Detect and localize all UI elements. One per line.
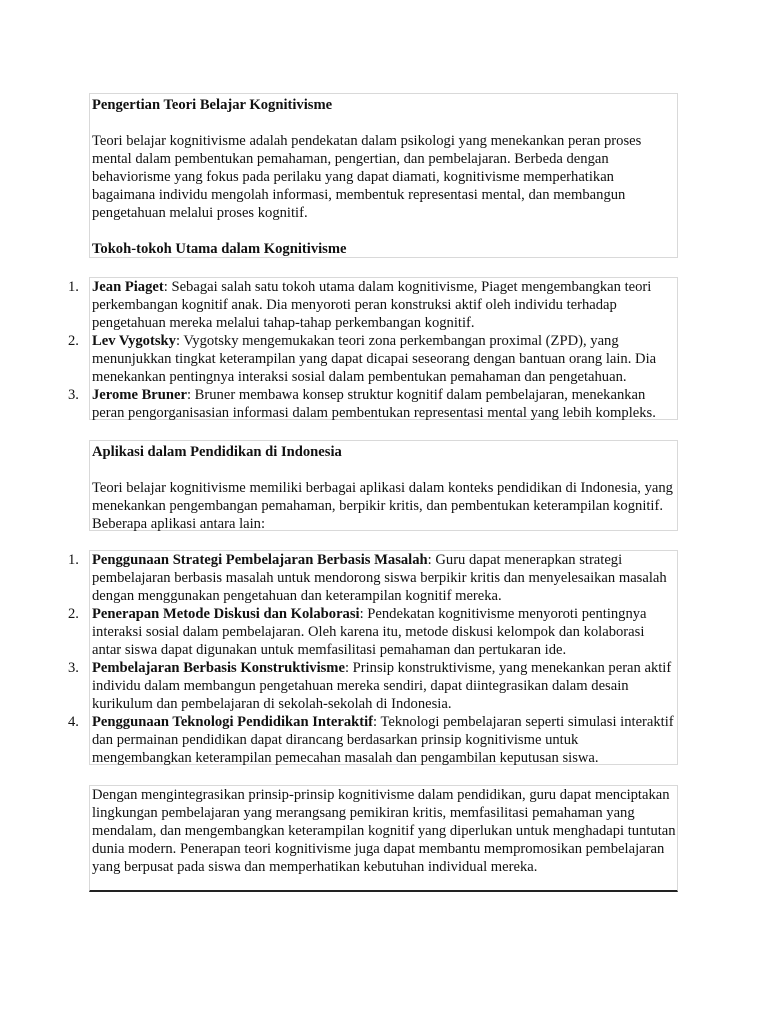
application-description: : Pendekatan kognitivisme menyoroti pentingnya interaksi sosial dalam pembelajaran. Oleh karena itu, metode diskusi kelompok dan kolaborasi antar siswa dapat digunakan untuk memfasilitasi pemahaman dan pertukaran ide. — [92, 606, 647, 658]
application-intro-section — [89, 440, 678, 531]
section-heading-application: Aplikasi dalam Pendidikan di Indonesia — [92, 444, 342, 460]
application-name: Penerapan Metode Diskusi dan Kolaborasi — [92, 606, 360, 622]
section-heading-figures: Tokoh-tokoh Utama dalam Kognitivisme — [92, 241, 347, 257]
list-number: 1. — [68, 552, 79, 568]
list-number: 1. — [68, 279, 79, 295]
applications-list-section — [68, 550, 678, 766]
figure-name: Jerome Bruner — [92, 387, 187, 403]
application-description: : Guru dapat menerapkan strategi pembelajaran berbasis masalah untuk mendorong siswa berpikir kritis dan menyelesaikan masalah dengan menggunakan pengetahuan dan keterampilan kognitif mereka. — [92, 552, 667, 604]
application-description: : Prinsip konstruktivisme, yang menekankan peran aktif individu dalam membangun pengetahuan mereka sendiri, dapat diintegrasikan dalam desain kurikulum dan pembelajaran di sekolah-sekolah di Indonesia. — [92, 660, 672, 712]
list-item — [68, 278, 677, 332]
list-number: 4. — [68, 714, 79, 730]
intro-section — [89, 93, 678, 258]
list-item — [68, 386, 677, 422]
figure-description: : Sebagai salah satu tokoh utama dalam kognitivisme, Piaget mengembangkan teori perkembangan kognitif anak. Dia menyoroti peran konstruksi aktif oleh individu terhadap pengetahuan mereka melalui tahap-tahap perkembangan kognitif. — [92, 279, 652, 331]
list-number: 2. — [68, 333, 79, 349]
list-item — [68, 332, 677, 386]
list-number: 2. — [68, 606, 79, 622]
figure-name: Jean Piaget — [92, 279, 164, 295]
list-item — [68, 605, 677, 659]
application-name: Penggunaan Teknologi Pendidikan Interaktif — [92, 714, 374, 730]
list-number: 3. — [68, 660, 79, 676]
list-item — [68, 713, 677, 767]
figure-description: : Bruner membawa konsep struktur kognitif dalam pembelajaran, menekankan peran pengorganisasian informasi dalam pembentukan representasi mental yang lebih kompleks. — [92, 387, 656, 421]
definition-paragraph: Teori belajar kognitivisme adalah pendekatan dalam psikologi yang menekankan peran proses mental dalam pembentukan pemahaman, pengertian, dan pembelajaran. Berbeda dengan behaviorisme yang fokus pada perilaku yang dapat diamati, kognitivisme memperhatikan bagaimana individu mengolah informasi, membentuk representasi mental, dan membangun pengetahuan melalui proses kognitif. — [92, 133, 642, 221]
list-number: 3. — [68, 387, 79, 403]
figure-description: : Vygotsky mengemukakan teori zona perkembangan proximal (ZPD), yang menunjukkan tingkat keterampilan yang dapat dicapai seseorang dengan bantuan orang lain. Dia menekankan pentingnya interaksi sosial dalam pembentukan pemahaman dan pengetahuan. — [92, 333, 657, 385]
application-name: Penggunaan Strategi Pembelajaran Berbasis Masalah — [92, 552, 428, 568]
application-description: : Teknologi pembelajaran seperti simulasi interaktif dan permainan pendidikan dapat dirancang berdasarkan prinsip kognitivisme untuk mengembangkan keterampilan pemecahan masalah dan pengambilan keputusan siswa. — [92, 714, 674, 766]
conclusion-paragraph: Dengan mengintegrasikan prinsip-prinsip kognitivisme dalam pendidikan, guru dapat menciptakan lingkungan pembelajaran yang merangsang pemikiran kritis, memfasilitasi pemahaman yang mendalam, dan mengembangkan keterampilan kognitif yang diperlukan untuk menghadapi tuntutan dunia modern. Penerapan teori kognitivisme juga dapat membantu mempromosikan pembelajaran yang berpusat pada siswa dan memperhatikan kebutuhan individual mereka. — [92, 787, 676, 875]
figures-list-section — [68, 277, 678, 421]
list-item — [68, 551, 677, 605]
conclusion-section — [89, 785, 678, 892]
figure-name: Lev Vygotsky — [92, 333, 176, 349]
section-heading-definition: Pengertian Teori Belajar Kognitivisme — [92, 97, 333, 113]
figures-list — [68, 278, 677, 422]
applications-list — [68, 551, 677, 767]
application-paragraph: Teori belajar kognitivisme memiliki berbagai aplikasi dalam konteks pendidikan di Indonesia, yang menekankan pengembangan pemahaman, berpikir kritis, dan pembentukan keterampilan kognitif. Beberapa aplikasi antara lain: — [92, 480, 673, 532]
application-name: Pembelajaran Berbasis Konstruktivisme — [92, 660, 345, 676]
list-item — [68, 659, 677, 713]
